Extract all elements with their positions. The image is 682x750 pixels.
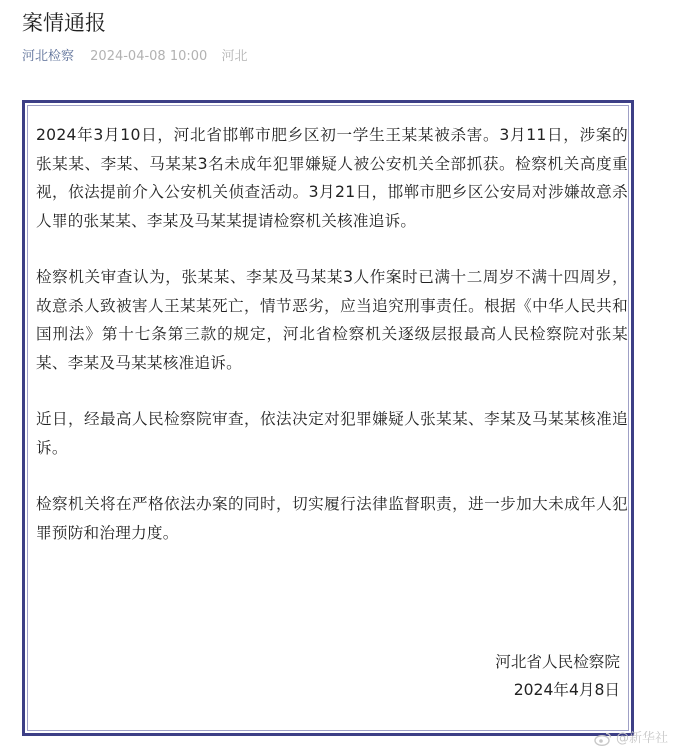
article-meta xyxy=(22,47,247,67)
paragraph-2: 检察机关审查认为，张某某、李某及马某某3人作案时已满十二周岁不满十四周岁，故意杀人致被害人王某某死亡，情节恶劣，应当追究刑事责任。根据《中华人民共和国刑法》第十七条第三款的规定，河北省检察机关逐级层报最高人民检察院对张某某、李某及马某某核准追诉。 xyxy=(36,268,628,372)
signature-block xyxy=(495,648,620,704)
paragraph-3: 近日，经最高人民检察院审查，依法决定对犯罪嫌疑人张某某、李某及马某某核准追诉。 xyxy=(36,410,628,457)
article-title: 案情通报 xyxy=(22,11,106,35)
signature-org: 河北省人民检察院 xyxy=(495,653,620,671)
publish-datetime: 2024-04-08 10:00 xyxy=(90,49,208,64)
notice-body xyxy=(36,121,628,575)
watermark xyxy=(594,730,668,748)
signature-date: 2024年4月8日 xyxy=(513,681,620,699)
source-link[interactable]: 河北检察 xyxy=(22,49,75,64)
watermark-text: @新华社 xyxy=(615,731,668,746)
paragraph-4: 检察机关将在严格依法办案的同时，切实履行法律监督职责，进一步加大未成年人犯罪预防和治理力度。 xyxy=(36,495,628,542)
paragraph-1: 2024年3月10日，河北省邯郸市肥乡区初一学生王某某被杀害。3月11日，涉案的张某某、李某、马某某3名未成年犯罪嫌疑人被公安机关全部抓获。检察机关高度重视，依法提前介入公安机关侦查活动。3月21日，邯郸市肥乡区公安局对涉嫌故意杀人罪的张某某、李某及马某某提请检察机关核准追诉。 xyxy=(36,126,628,230)
weibo-icon xyxy=(594,732,612,746)
region-label: 河北 xyxy=(221,49,248,64)
